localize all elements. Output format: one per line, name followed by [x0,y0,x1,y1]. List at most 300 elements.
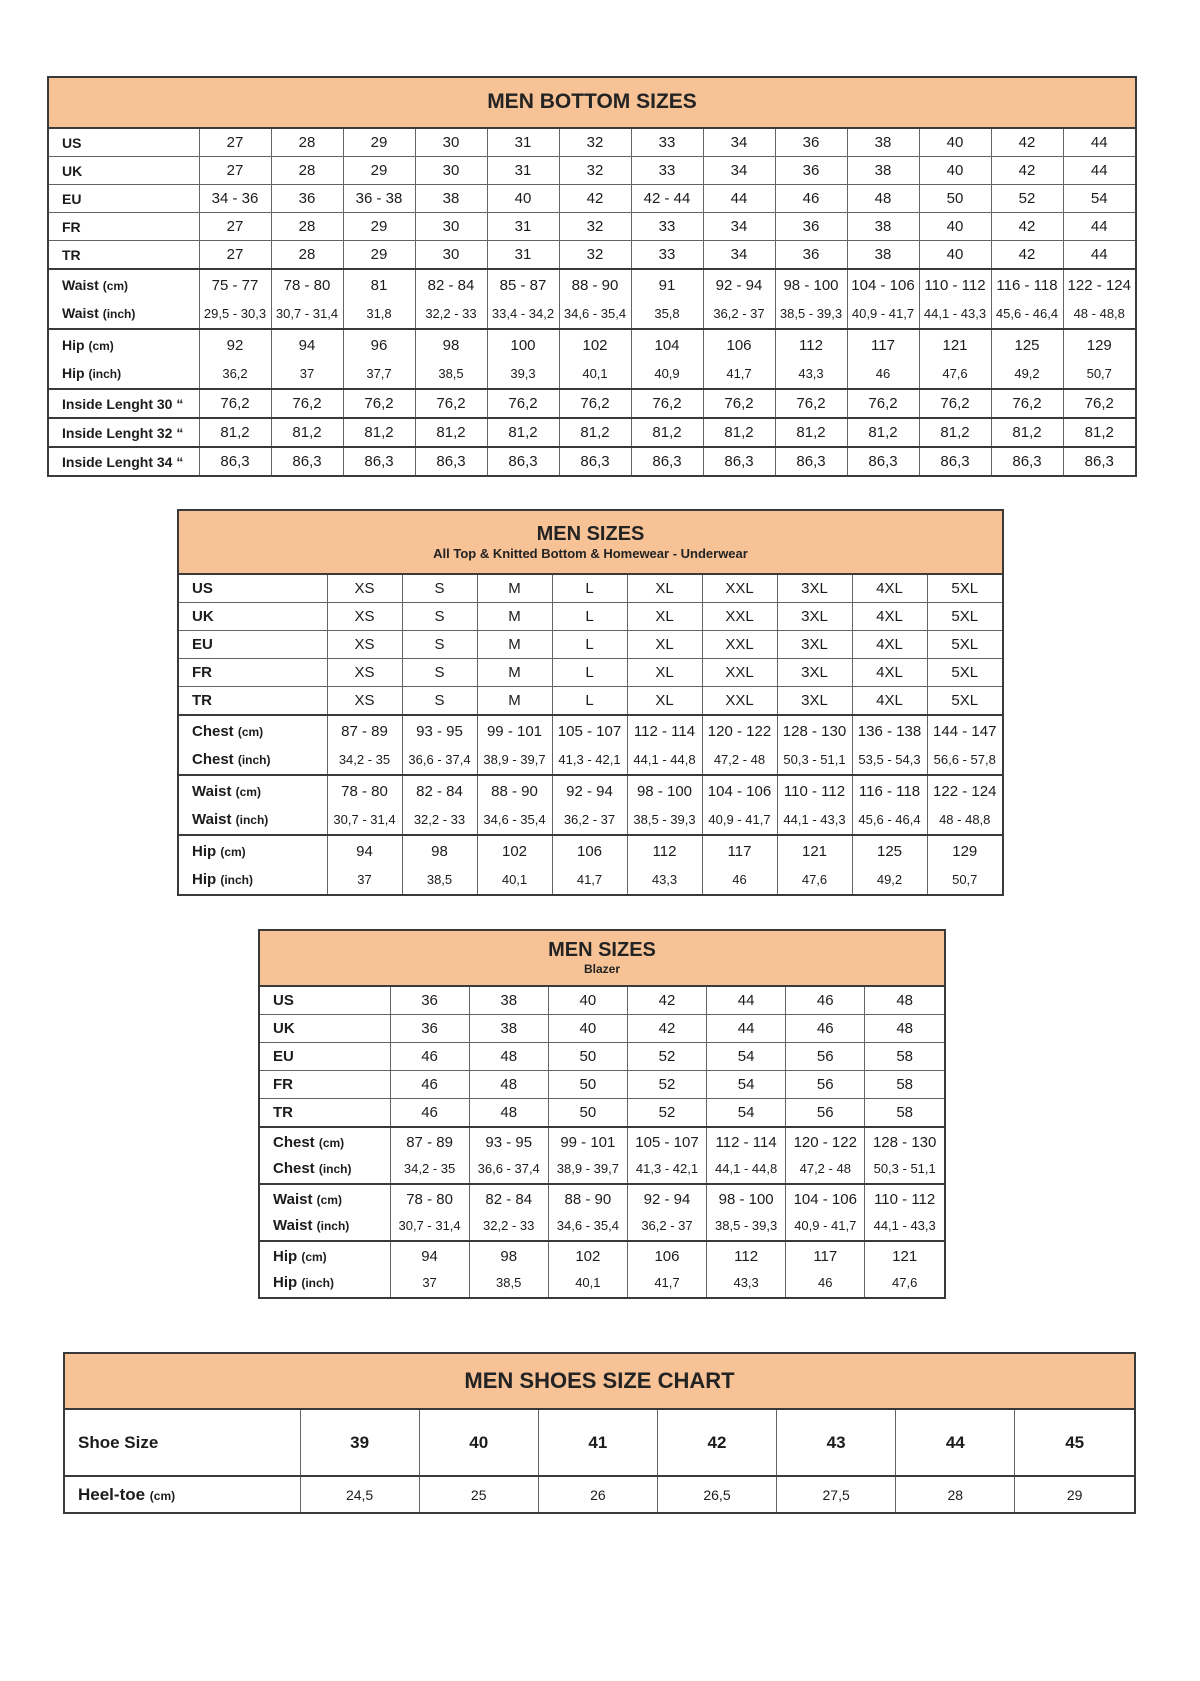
value-inch: 36,2 - 37 [713,306,765,321]
value-cell: M [477,575,552,603]
row-label-inch: Hip (inch) [192,871,254,888]
row-label: TR [260,1099,390,1128]
value-cell: 86,3 [343,447,415,475]
value-cell: 25 [419,1476,538,1512]
value-cell: 76,2 [919,389,991,418]
value-cell: XS [327,687,402,716]
value-cm: 129 [952,843,978,860]
value-cm: 91 [658,277,676,294]
value-cell: 48 [847,185,919,213]
value-cell [469,1241,548,1297]
value-cm: 87 - 89 [341,723,388,740]
value-cell [271,269,343,329]
value-cell [991,329,1063,389]
value-cell: L [552,687,627,716]
value-cell: 36 [775,241,847,270]
men-shoes-size-chart-title: MEN SHOES SIZE CHART [464,1368,735,1394]
value-cell: L [552,631,627,659]
value-cell [548,1184,627,1241]
value-cm: 112 - 114 [715,1134,777,1151]
value-cell [390,1241,469,1297]
row-label-inch: Waist (inch) [273,1217,350,1234]
value-cm: 81 [370,277,388,294]
value-cell: 29 [343,241,415,270]
value-cell: 40 [548,987,627,1015]
row-label-inch: Waist (inch) [62,305,136,321]
value-cell: 76,2 [631,389,703,418]
value-cell: 40 [919,129,991,157]
row-label-cm: Chest (cm) [273,1134,345,1151]
value-inch: 44,1 - 43,3 [783,812,846,827]
table-men-sizes-blazer [258,929,946,1299]
value-cm: 106 [726,337,752,354]
row-label: US [49,129,199,157]
value-cell [402,835,477,894]
value-cell [1063,269,1135,329]
value-cell: 44 [896,1410,1015,1476]
value-cm: 117 [871,337,895,354]
value-cell: 42 [627,987,706,1015]
value-cm: 110 - 112 [924,277,986,294]
value-cell: 40 [919,157,991,185]
row-label: FR [260,1071,390,1099]
value-cell: 52 [991,185,1063,213]
value-cell [487,269,559,329]
value-inch: 47,6 [892,1275,918,1290]
value-cell: 27,5 [777,1476,896,1512]
value-inch: 34,6 - 35,4 [483,812,546,827]
value-cm: 106 [654,1248,680,1265]
value-cm: 98 [442,337,460,354]
value-cell [627,835,702,894]
value-cell [852,835,927,894]
value-cell: 31 [487,213,559,241]
value-cm: 92 [226,337,244,354]
value-cm: 99 - 101 [486,723,543,740]
value-cell: 42 [991,213,1063,241]
row-label-inch: Chest (inch) [192,751,271,768]
men-bottom-sizes-header [49,78,1135,129]
value-cell: 81,2 [559,418,631,447]
value-cell: 81,2 [919,418,991,447]
value-cell: 42 [991,157,1063,185]
value-cell: 5XL [927,603,1002,631]
value-cell: 34 [703,213,775,241]
value-cm: 100 [510,337,536,354]
value-cell: XL [627,659,702,687]
value-cell: 29 [343,129,415,157]
value-cm: 94 [421,1248,438,1265]
value-cell: 33 [631,129,703,157]
value-inch: 38,5 [438,366,464,381]
value-cell: 27 [199,241,271,270]
value-inch: 34,2 - 35 [338,752,391,767]
value-cell: 50 [548,1099,627,1128]
value-cell: 34 - 36 [199,185,271,213]
value-cell: 36 [775,157,847,185]
value-cell: 4XL [852,659,927,687]
value-inch: 46 [818,1275,833,1290]
value-cell: 27 [199,213,271,241]
value-inch: 41,3 - 42,1 [558,752,621,767]
value-cm: 75 - 77 [211,277,259,294]
value-inch: 36,2 - 37 [563,812,616,827]
value-cell: 52 [627,1071,706,1099]
value-cell: 46 [390,1071,469,1099]
value-cell: 42 [657,1410,776,1476]
value-inch: 40,9 - 41,7 [708,812,771,827]
value-cell [327,775,402,835]
value-inch: 36,2 [222,366,248,381]
value-cell [919,269,991,329]
value-cell: 33 [631,157,703,185]
value-cell: M [477,687,552,716]
value-inch: 30,7 - 31,4 [398,1218,461,1233]
value-inch: 44,1 - 43,3 [873,1218,936,1233]
value-cell [703,329,775,389]
row-label: UK [49,157,199,185]
value-cell: 52 [627,1043,706,1071]
value-cell: 4XL [852,687,927,716]
value-cell: 86,3 [487,447,559,475]
value-cell: 48 [469,1099,548,1128]
value-inch: 32,2 - 33 [483,1218,535,1233]
value-cell [327,835,402,894]
row-label-cm: Waist (cm) [273,1191,342,1208]
value-cm: 128 - 130 [782,723,847,740]
value-cell [777,775,852,835]
value-cell [627,1241,706,1297]
value-inch: 41,7 [576,872,603,887]
value-cell: 32 [559,129,631,157]
value-cell: 81,2 [703,418,775,447]
value-cell: 36 [775,129,847,157]
value-cell [271,329,343,389]
value-cell [390,1184,469,1241]
value-inch: 39,3 [510,366,536,381]
row-label: UK [260,1015,390,1043]
value-cell: 42 [991,129,1063,157]
value-cell: 86,3 [775,447,847,475]
value-cell: XXL [702,687,777,716]
value-inch: 50,3 - 51,1 [873,1161,936,1176]
value-cell: 28 [271,129,343,157]
table-men-bottom-sizes [47,76,1137,477]
value-cell: 81,2 [1063,418,1135,447]
value-cell [477,715,552,775]
value-cell: 76,2 [1063,389,1135,418]
value-cell: 56 [786,1099,865,1128]
value-cell [777,835,852,894]
value-cell [343,329,415,389]
value-cell: L [552,603,627,631]
value-cm: 82 - 84 [485,1191,533,1208]
row-label [260,1127,390,1184]
value-cell: 42 [559,185,631,213]
value-inch: 38,5 [496,1275,522,1290]
row-label-cm: Hip (cm) [273,1248,327,1265]
value-cm: 102 [575,1248,601,1265]
value-cell: 26 [538,1476,657,1512]
value-cell: XS [327,659,402,687]
value-cell: 48 [865,987,944,1015]
value-cell: XS [327,575,402,603]
value-cell: 45 [1015,1410,1134,1476]
value-cell: 28 [271,241,343,270]
value-cell: M [477,631,552,659]
value-cell [559,329,631,389]
value-cell: S [402,687,477,716]
value-inch: 40,1 [582,366,608,381]
value-cell: 81,2 [199,418,271,447]
value-cm: 120 - 122 [793,1134,857,1151]
value-cell: 48 [865,1015,944,1043]
value-cell [927,715,1002,775]
value-cm: 94 [356,843,373,860]
value-cell: 86,3 [415,447,487,475]
value-inch: 34,2 - 35 [403,1161,456,1176]
value-cell: 40 [919,241,991,270]
row-label [49,269,199,329]
value-cell: 76,2 [271,389,343,418]
value-cm: 85 - 87 [499,277,547,294]
value-cell [786,1127,865,1184]
value-cm: 82 - 84 [427,277,475,294]
value-cell: 29 [1015,1476,1134,1512]
value-cell [775,329,847,389]
value-cm: 98 - 100 [636,783,693,800]
value-cell: XL [627,687,702,716]
value-cell: 86,3 [559,447,631,475]
value-cell [852,775,927,835]
value-cm: 121 [801,843,828,860]
men-bottom-sizes-title: MEN BOTTOM SIZES [487,90,697,114]
value-cell: 33 [631,241,703,270]
value-cm: 116 - 118 [996,277,1058,294]
value-cell: 58 [865,1043,944,1071]
value-cell: 56 [786,1043,865,1071]
value-inch: 47,2 - 48 [799,1161,851,1176]
value-cell [552,835,627,894]
row-label-cm: Hip (cm) [62,337,114,353]
value-cell: 86,3 [1063,447,1135,475]
value-cm: 88 - 90 [571,277,619,294]
value-cell: 48 [469,1071,548,1099]
value-cell [852,715,927,775]
value-cell: 27 [199,129,271,157]
value-inch: 37 [299,366,315,381]
value-cell [707,1241,786,1297]
value-cell [927,775,1002,835]
value-cell [777,715,852,775]
value-cell [415,269,487,329]
value-cm: 88 - 90 [564,1191,612,1208]
value-cm: 93 - 95 [485,1134,533,1151]
value-cell: 30 [415,213,487,241]
value-cm: 104 - 106 [793,1191,857,1208]
value-inch: 38,5 - 39,3 [633,812,696,827]
men-sizes-tops-subtitle: All Top & Knitted Bottom & Homewear - Underwear [433,545,748,561]
value-cell: 36 [390,987,469,1015]
value-cell [1063,329,1135,389]
row-label-inch: Hip (inch) [273,1274,335,1291]
value-inch: 43,3 [733,1275,759,1290]
value-cell [847,329,919,389]
row-label-cm: Waist (cm) [192,783,261,800]
row-label-inch: Waist (inch) [192,811,269,828]
value-cell: 81,2 [847,418,919,447]
value-cell [865,1184,944,1241]
row-label: FR [49,213,199,241]
value-cell [775,269,847,329]
value-inch: 36,6 - 37,4 [408,752,471,767]
value-inch: 37,7 [366,366,392,381]
value-cell: 86,3 [703,447,775,475]
value-cm: 105 - 107 [557,723,622,740]
value-cell [199,329,271,389]
row-label: EU [49,185,199,213]
value-cell [469,1184,548,1241]
value-inch: 30,7 - 31,4 [275,306,339,321]
value-inch: 41,7 [654,1275,680,1290]
value-cm: 98 - 100 [783,277,839,294]
men-sizes-blazer-header [260,931,944,987]
value-cell: 46 [390,1099,469,1128]
value-cm: 96 [370,337,388,354]
value-cell: 40 [487,185,559,213]
row-label: US [179,575,327,603]
value-cell: 76,2 [775,389,847,418]
value-cell: 5XL [927,687,1002,716]
value-inch: 29,5 - 30,3 [203,306,267,321]
value-cell [477,835,552,894]
value-cell [702,775,777,835]
value-cell: 5XL [927,659,1002,687]
value-cm: 110 - 112 [874,1191,936,1208]
value-cell: 76,2 [199,389,271,418]
value-cell: 28 [271,157,343,185]
value-cm: 102 [582,337,608,354]
value-cell [707,1184,786,1241]
value-cell [631,329,703,389]
value-cell: 81,2 [487,418,559,447]
value-inch: 40,9 [654,366,680,381]
value-cell: 44 [703,185,775,213]
value-cm: 128 - 130 [872,1134,937,1151]
value-cell [552,715,627,775]
value-cell: S [402,603,477,631]
value-cell: 30 [415,129,487,157]
value-cm: 136 - 138 [857,723,922,740]
value-cell: 42 [991,241,1063,270]
value-cm: 121 [892,1248,918,1265]
value-cell [703,269,775,329]
value-inch: 32,2 - 33 [413,812,466,827]
value-cell [991,269,1063,329]
value-cell [919,329,991,389]
value-cm: 144 - 147 [933,723,997,740]
value-cell: 28 [896,1476,1015,1512]
value-cm: 125 [1014,337,1040,354]
value-cell: 86,3 [631,447,703,475]
value-cell: 81,2 [415,418,487,447]
value-cm: 93 - 95 [416,723,463,740]
men-sizes-blazer-title: MEN SIZES [548,939,656,962]
value-cell: 4XL [852,603,927,631]
value-cell: 46 [786,987,865,1015]
value-cm: 92 - 94 [715,277,763,294]
value-inch: 44,1 - 43,3 [923,306,987,321]
value-cell [469,1127,548,1184]
value-inch: 44,1 - 44,8 [715,1161,778,1176]
value-cell: XXL [702,659,777,687]
value-cm: 112 [734,1248,759,1265]
value-cell: S [402,575,477,603]
value-cell: L [552,575,627,603]
value-cell: 44 [1063,129,1135,157]
value-inch: 43,3 [651,872,678,887]
value-cell: 38 [847,213,919,241]
value-cell: 30 [415,241,487,270]
value-cell [631,269,703,329]
value-cell [390,1127,469,1184]
value-cell [559,269,631,329]
value-cell [487,329,559,389]
value-cell: 40 [548,1015,627,1043]
value-cell [865,1127,944,1184]
value-cell [548,1127,627,1184]
value-cm: 112 [799,337,823,354]
value-cell: 33 [631,213,703,241]
value-inch: 40,1 [575,1275,601,1290]
value-cell: 3XL [777,575,852,603]
value-cell [702,835,777,894]
value-inch: 45,6 - 46,4 [858,812,921,827]
value-inch: 34,6 - 35,4 [556,1218,619,1233]
row-label: FR [179,659,327,687]
value-cell: 36 [390,1015,469,1043]
value-cm: 104 - 106 [707,783,772,800]
value-cell [786,1184,865,1241]
size-chart-page [0,76,1200,1681]
value-inch: 37 [357,872,372,887]
value-cell [343,269,415,329]
value-cell: 36 - 38 [343,185,415,213]
value-cell: XXL [702,631,777,659]
value-cell: 81,2 [775,418,847,447]
row-label: Shoe Size [65,1410,300,1476]
row-label: TR [179,687,327,716]
value-cell: 50 [548,1043,627,1071]
value-cell: 34 [703,241,775,270]
value-cm: 105 - 107 [635,1134,699,1151]
value-cell: 81,2 [631,418,703,447]
row-label: TR [49,241,199,270]
value-cell: XXL [702,603,777,631]
value-cell: 54 [707,1099,786,1128]
value-cm: 104 - 106 [851,277,915,294]
value-cm: 92 - 94 [643,1191,691,1208]
value-cell: 76,2 [343,389,415,418]
value-inch: 38,9 - 39,7 [483,752,546,767]
value-cell: 30 [415,157,487,185]
value-cell: XXL [702,575,777,603]
value-cell: 3XL [777,631,852,659]
value-cell: 3XL [777,659,852,687]
value-inch: 30,7 - 31,4 [333,812,396,827]
value-cell [552,775,627,835]
value-cm: 117 [727,843,752,860]
